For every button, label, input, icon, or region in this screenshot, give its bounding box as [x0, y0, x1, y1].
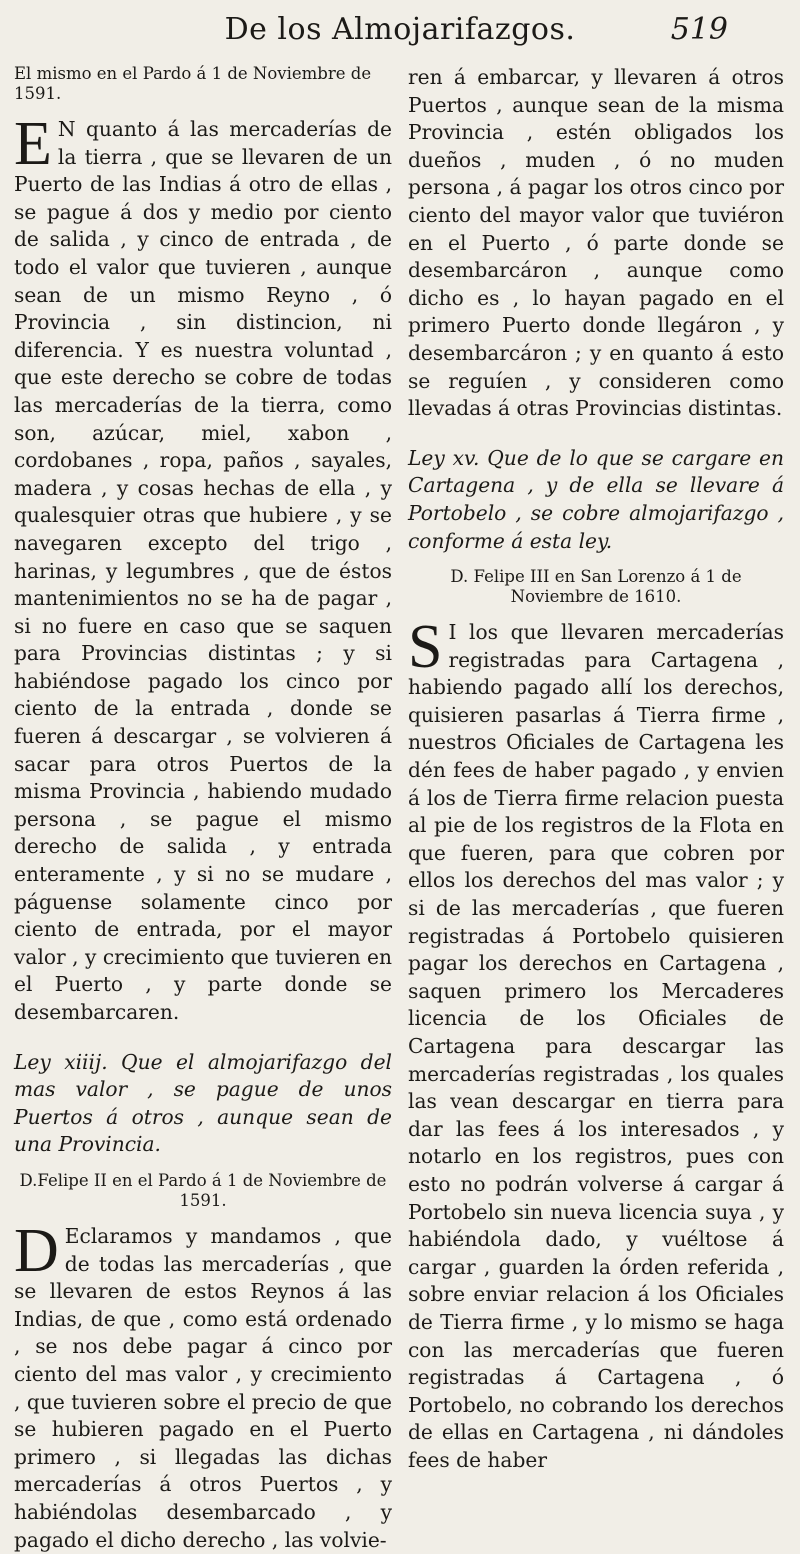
law-heading: Ley xiiij. Que el almojarifazgo del mas valor , se pague de unos Puertos á otros , aunque sean de una Provincia.: [14, 1049, 392, 1157]
law-date-note: D. Felipe III en San Lorenzo á 1 de Noviembre de 1610.: [450, 567, 742, 607]
law-body: I los que llevaren mercaderías registradas para Cartagena , habiendo pagado allí los derechos, quisieren pasarlas á Tierra firme , nuestros Oficiales de Cartagena les dén fees de haber pagado , y envien á los de Tierra firme relacion puesta al pie de los registros de la Flota en que fueren, para que cobren por ellos los derechos del mas valor ; y si de las mercaderías , que fueren registradas á Portobelo quisieren pagar los derechos en Cartagena , saquen primero los Mercaderes licencia de los Oficiales de Cartagena para descargar las mercaderías registradas , los quales las vean descargar en tierra para dar las fees á los interesados , y notarlo en los registros, pues con esto no podrán volverse á cargar á Portobelo sin nueva licencia suya , y habiéndola dado, y vuéltose á cargar , guarden la órden referida , sobre enviar relacion á los Oficiales de Tierra firme , y lo mismo se haga con las mercaderías que fueren registradas á Cartagena , ó Portobelo, no cobrando los derechos de ellas en Cartagena , ni dándoles fees de haber: [408, 620, 784, 1472]
drop-cap: D: [14, 1216, 59, 1285]
right-column: [408, 64, 784, 1475]
running-title: De los Almojarifazgos.: [224, 12, 576, 47]
drop-cap: S: [408, 613, 443, 682]
page-header: [0, 12, 800, 58]
law-text: [14, 1216, 392, 1554]
law-date-note: El mismo en el Pardo á 1 de Noviembre de 1591.: [14, 64, 372, 103]
law-text: [14, 110, 392, 1027]
law-body: Eclaramos y mandamos , que de todas las mercaderías , que se llevaren de estos Reynos á las Indias, de que , como está ordenado , se nos debe pagar á cinco por ciento del mas valor , y crecimiento , que tuvieren sobre el precio de que se hubieren pagado en el Puerto primero , si llegadas las dichas mercaderías á otros Puertos , y habiéndolas desembarcado , y pagado el dicho derecho , las volvie-: [14, 1223, 392, 1552]
law-text: [408, 613, 784, 1474]
page-number: 519: [670, 12, 728, 47]
left-column: [14, 64, 392, 1554]
law-date-note: D.Felipe II en el Pardo á 1 de Noviembre de 1591.: [19, 1170, 387, 1210]
law-body: N quanto á las mercaderías de la tierra , que se llevaren de un Puerto de las Indias á otro de ellas , se pague á dos y medio por ciento de salida , y cinco de entrada , de todo el valor que tuvieren , aunque sean de un mismo Reyno , ó Provincia , sin distincion, ni diferencia. Y es nuestra voluntad , que este derecho se cobre de todas las mercaderías de la tierra, como son, azúcar, miel, xabon , cordobanes , ropa, paños , sayales, madera , y cosas hechas de ella , y qualesquier otras que hubiere , y se navegaren excepto del trigo , harinas, y legumbres , que de éstos mantenimientos no se ha de pagar , si no fuere en caso que se saquen para Provincias distintas ; y si habiéndose pagado los cinco por ciento de la entrada , donde se fueren á descargar , se volvieren á sacar para otros Puertos de la misma Provincia , habiendo mudado persona , se pague el mismo derecho de salida , y entrada enteramente , y si no se mudare , páguense solamente cinco por ciento de entrada, por el mayor valor , y crecimiento que tuvieren en el Puerto , y parte donde se desembarcaren.: [14, 117, 392, 1024]
law-text-continued: ren á embarcar, y llevaren á otros Puertos , aunque sean de la misma Provincia , estén obligados los dueños , muden , ó no muden persona , á pagar los otros cinco por ciento del mayor valor que tuviéron en el Puerto , ó parte donde se desembarcáron , aunque como dicho es , lo hayan pagado en el primero Puerto donde llegáron , y desembarcáron ; y en quanto á esto se reguíen , y consideren como llevadas á otras Provincias distintas.: [408, 65, 784, 421]
drop-cap: E: [14, 110, 52, 178]
law-heading: Ley xv. Que de lo que se cargare en Cartagena , y de ella se llevare á Portobelo , se cobre almojarifazgo , conforme á esta ley.: [408, 445, 784, 553]
